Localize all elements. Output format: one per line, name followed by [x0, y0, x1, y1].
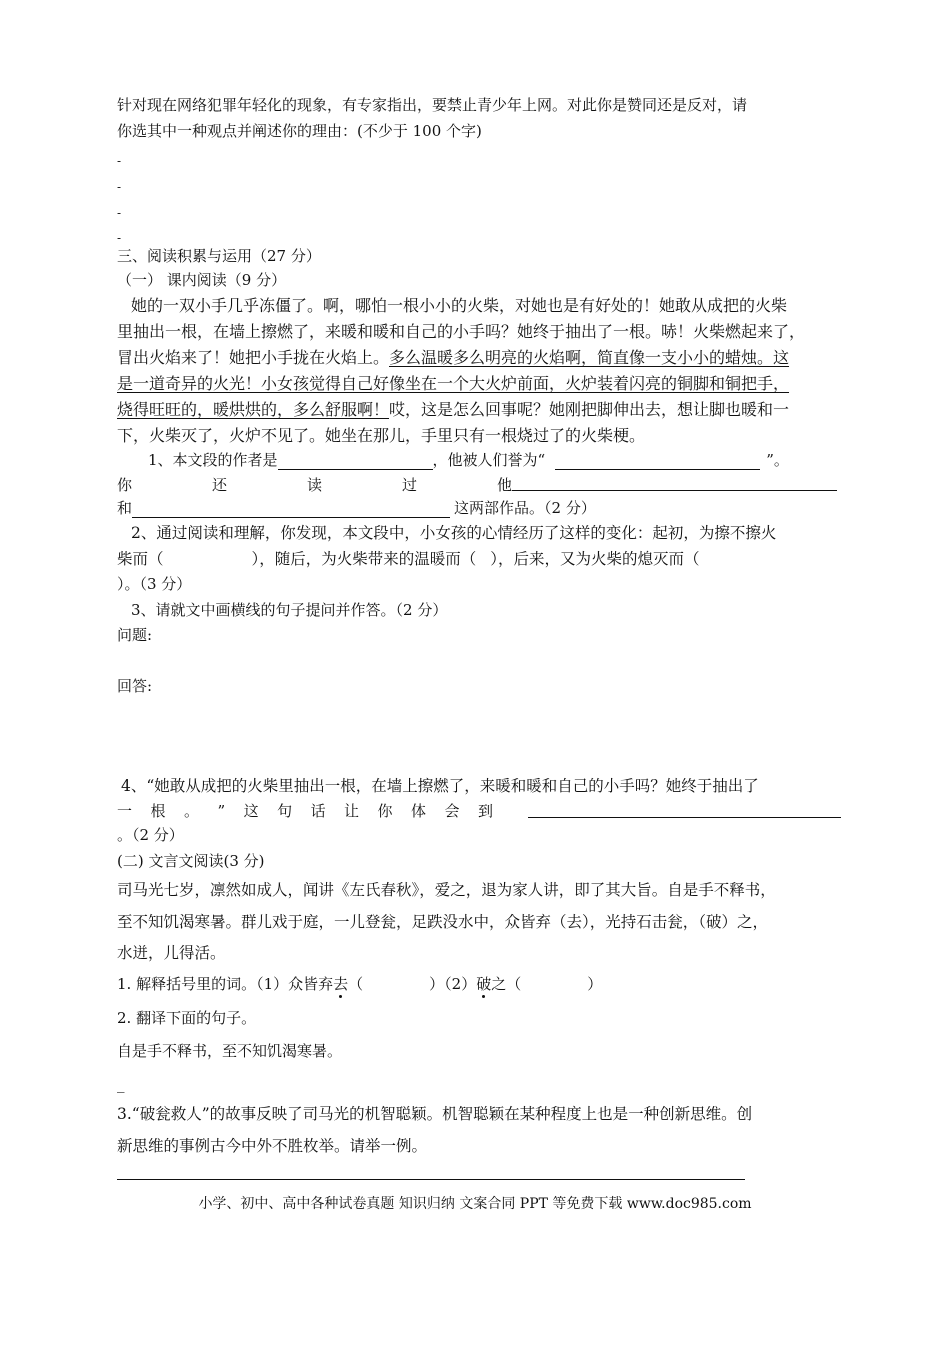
dotted-word: 去: [333, 975, 349, 993]
works-blank-2[interactable]: [132, 517, 450, 518]
question-text: ，他被人们誉为“: [432, 451, 546, 469]
spread-char: 会: [444, 802, 460, 820]
classical-question-1: [117, 974, 602, 994]
part-2-heading: (二) 文言文阅读(3 分): [117, 852, 265, 870]
spread-char: 过: [401, 476, 417, 494]
question-text: 1、本文段的作者是: [148, 451, 278, 469]
question-text: 和: [117, 499, 133, 517]
classical-passage-line: 司马光七岁，凛然如成人，闻讲《左氏春秋》，爱之，退为家人讲，即了其大旨。自是手不释书，: [117, 881, 776, 899]
classical-question-3-line-2: 新思维的事例古今中外不胜枚举。请举一例。: [117, 1137, 428, 1155]
passage-line: [117, 374, 789, 394]
classical-passage-line: 水迸，儿得活。: [117, 944, 226, 962]
section-3-heading: 三、阅读积累与运用（27 分）: [117, 247, 321, 265]
spread-char: 这: [243, 802, 259, 820]
feeling-blank[interactable]: [528, 817, 841, 818]
spread-char: 还: [211, 476, 227, 494]
spread-char: 体: [411, 802, 427, 820]
underlined-sentence: 烧得旺旺的，暖烘烘的，多么舒服啊！: [117, 400, 390, 419]
spread-char: 。: [183, 802, 199, 820]
footer-rule: [117, 1179, 745, 1180]
question-4-line-3: 。（2 分）: [117, 826, 184, 844]
question-1-spread-line: [117, 475, 512, 495]
question-text: 1. 解释括号里的词。（1）众皆弃: [117, 975, 334, 993]
author-blank[interactable]: [278, 469, 433, 470]
question-text: 柴而（: [117, 550, 164, 568]
spread-char: 你: [377, 802, 393, 820]
answer-line-dash: -: [117, 231, 122, 245]
spread-char: 读: [306, 476, 322, 494]
passage-line: 里抽出一根，在墙上擦燃了，来暖和暖和自己的小手吗？她终于抽出了一根。哧！火柴燃起来了，: [117, 322, 806, 341]
writing-prompt-line-2: 你选其中一种观点并阐述你的理由：(不少于 100 个字): [117, 122, 482, 140]
spread-char: 他: [496, 476, 512, 494]
question-text: ）。（3 分）: [117, 575, 192, 593]
spread-char: 你: [117, 476, 133, 494]
answer-label: 回答:: [117, 677, 153, 695]
footer-text: 小学、初中、高中各种试卷真题 知识归纳 文案合同 PPT 等免费下载 www.doc985.com: [198, 1196, 752, 1212]
spread-char: 一: [117, 802, 133, 820]
question-2-line-2: [117, 549, 700, 569]
spread-char: 话: [310, 802, 326, 820]
question-2-line-1: 2、通过阅读和理解，你发现，本文段中，小女孩的心情经历了这样的变化：起初，为擦不擦火: [131, 524, 777, 542]
translation-sentence: 自是手不释书，至不知饥渴寒暑。: [117, 1042, 343, 1060]
passage-text: 冒出火焰来了！她把小手拢在火焰上。: [117, 348, 390, 367]
question-text: 之（: [491, 975, 522, 993]
passage-text: 哎，这是怎么回事呢？她刚把脚伸出去，想让脚也暖和一: [389, 400, 790, 419]
classical-question-2: 2. 翻译下面的句子。: [117, 1009, 257, 1027]
question-text: ），随后，为火柴带来的温暖而（: [251, 550, 477, 568]
spread-char: 让: [344, 802, 360, 820]
question-2-line-3: [117, 574, 191, 594]
spread-char: 句: [277, 802, 293, 820]
question-text: 这两部作品。（2 分）: [454, 499, 596, 517]
part-1-heading: （一） 课内阅读（9 分）: [117, 271, 287, 289]
question-3: 3、请就文中画横线的句子提问并作答。（2 分）: [131, 601, 448, 619]
question-text: ”。: [766, 451, 789, 469]
works-blank-1[interactable]: [512, 490, 837, 491]
answer-line-dash: -: [117, 154, 122, 168]
title-blank[interactable]: [555, 469, 760, 470]
dotted-word: 破: [476, 975, 492, 993]
writing-prompt-line-1: 针对现在网络犯罪年轻化的现象，有专家指出，要禁止青少年上网。对此你是赞同还是反对，请: [117, 96, 748, 114]
question-1-line-3: [117, 498, 596, 518]
underlined-sentence: 是一道奇异的火光！小女孩觉得自己好像坐在一个大火炉前面，火炉装着闪亮的铜脚和铜把手，: [117, 374, 790, 393]
question-text: （: [348, 975, 364, 993]
question-text: ）: [587, 975, 603, 993]
classical-question-3-line-1: 3.“破瓮救人”的故事反映了司马光的机智聪颖。机智聪颖在某种程度上也是一种创新思维。创: [117, 1105, 753, 1123]
question-1: [148, 450, 789, 470]
spread-char: 根: [150, 802, 166, 820]
question-4-spread-line: [117, 801, 493, 821]
question-text: ）（2）: [429, 975, 477, 993]
underlined-sentence: 多么温暖多么明亮的火焰啊，简直像一支小小的蜡烛。这: [389, 348, 790, 367]
question-4-line-1: 4、“她敢从成把的火柴里抽出一根，在墙上擦燃了，来暖和暖和自己的小手吗？她终于抽出了: [121, 777, 759, 795]
answer-line-dash: -: [117, 180, 122, 194]
spread-char: 到: [477, 802, 493, 820]
passage-line: 下，火柴灭了，火炉不见了。她坐在那儿，手里只有一根烧过了的火柴梗。: [117, 426, 646, 445]
spread-char: ”: [217, 802, 226, 820]
question-label: 问题:: [117, 626, 153, 644]
classical-passage-line: 至不知饥渴寒暑。群儿戏于庭，一儿登瓮，足跌没水中，众皆弃（去），光持石击瓮，（破）之，: [117, 913, 769, 931]
passage-line: [117, 348, 789, 368]
translation-answer-line: _: [117, 1075, 125, 1093]
answer-line-dash: -: [117, 206, 122, 220]
question-text: ），后来，又为火柴的熄灭而（: [490, 550, 700, 568]
passage-line: 她的一双小手几乎冻僵了。啊，哪怕一根小小的火柴，对她也是有好处的！她敢从成把的火柴: [131, 296, 788, 315]
passage-line: [117, 400, 789, 420]
